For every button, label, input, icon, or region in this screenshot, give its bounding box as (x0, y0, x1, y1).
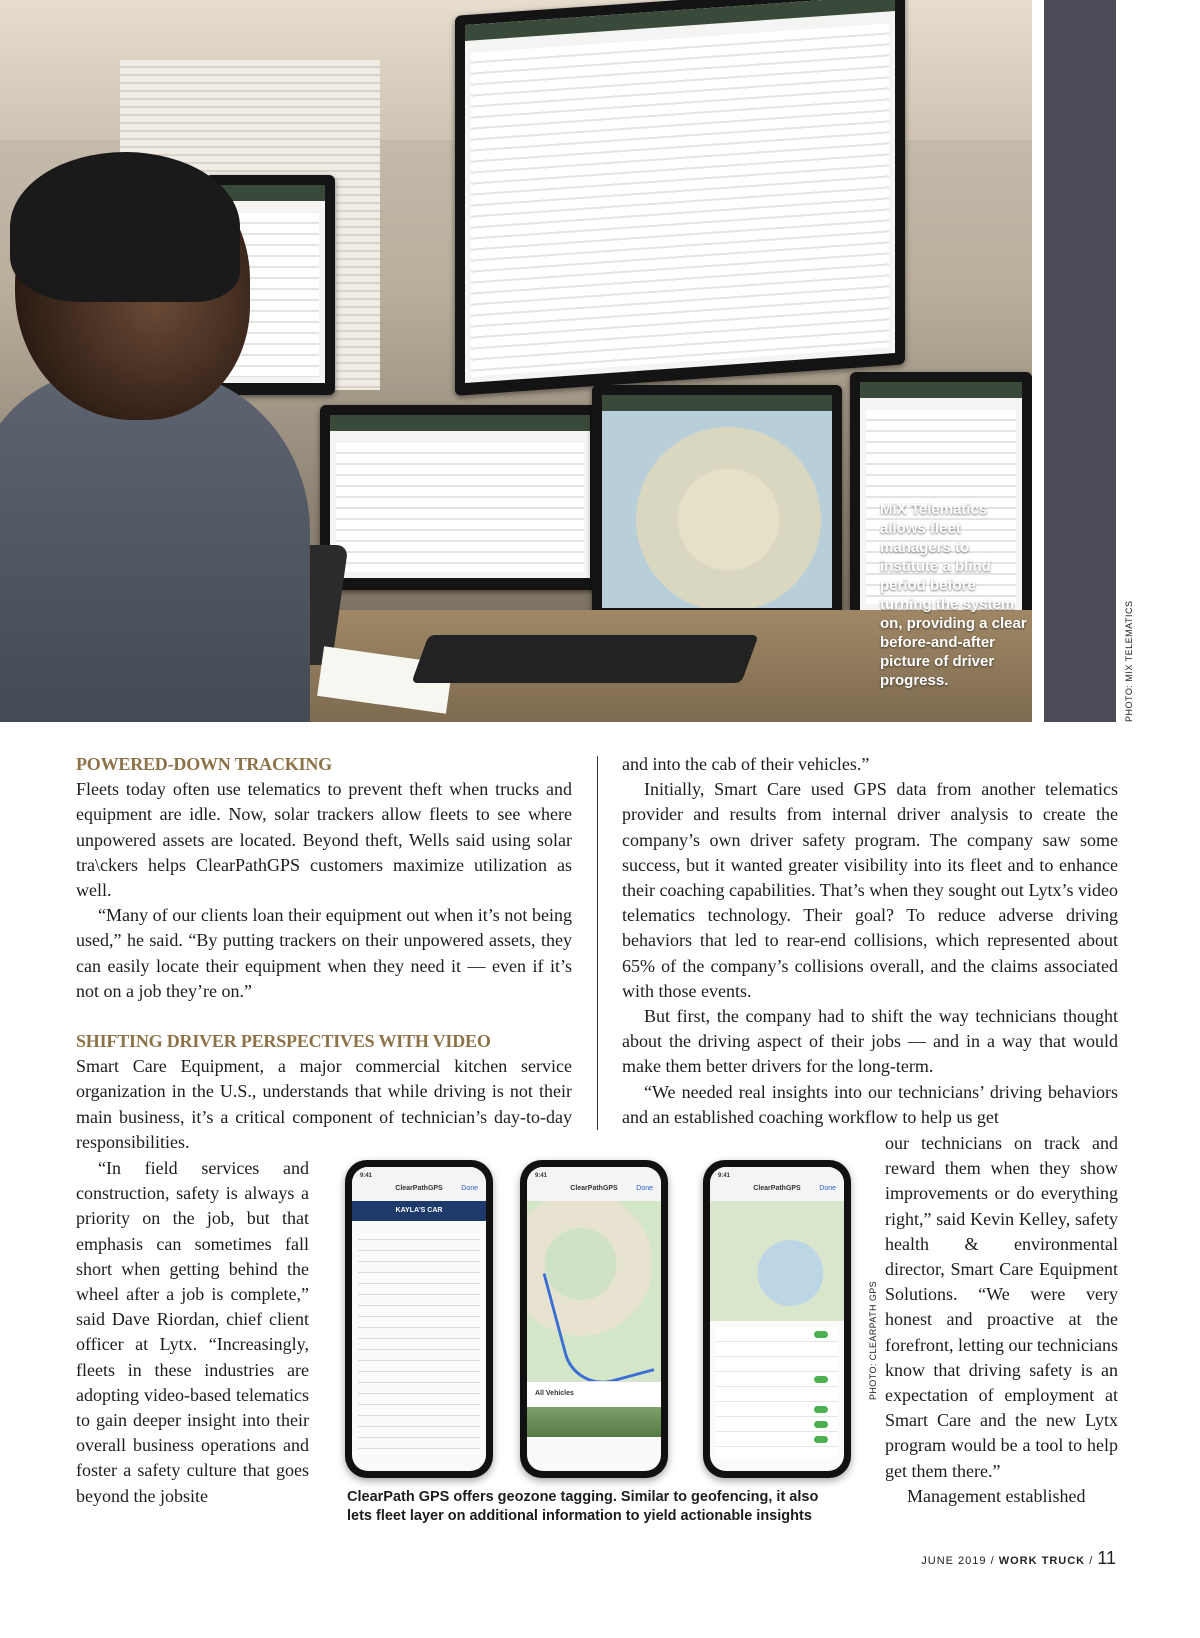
phone-trip-history (345, 1160, 493, 1478)
layer-toggle-list (716, 1327, 838, 1457)
map-view (710, 1201, 844, 1321)
status-time: 9:41 (360, 1173, 373, 1179)
street-view-photo (527, 1407, 661, 1437)
right-column (622, 752, 1118, 1130)
left-column (76, 752, 572, 1155)
toggle-switch (814, 1421, 828, 1428)
paragraph: “We needed real insights into our technicians’ driving behaviors and an established coaching workflow to help us get (622, 1081, 1118, 1127)
app-title: ClearPathGPS (753, 1185, 801, 1192)
hero-photo (0, 0, 1032, 722)
done-button: Done (819, 1185, 836, 1192)
paragraph: and into the cab of their vehicles.” (622, 754, 870, 774)
toggle-switch (814, 1436, 828, 1443)
page-edge-strip (1044, 0, 1116, 722)
figure-caption-line: ClearPath GPS offers geozone tagging. Similar to geofencing, it also (347, 1489, 819, 1505)
map-view (527, 1201, 661, 1381)
figure-credit: PHOTO: CLEARPATH GPS (868, 1280, 878, 1400)
trip-list (358, 1229, 480, 1451)
footer-magazine: WORK TRUCK (998, 1555, 1086, 1567)
paragraph: Smart Care Equipment, a major commercial kitchen service organization in the U.S., understands that while driving is not their main business, it’s a critical component of technician’s day-to-day responsibilities. (76, 1056, 572, 1152)
phone-layer-settings (703, 1160, 851, 1478)
app-title: ClearPathGPS (570, 1185, 618, 1192)
vehicle-list (527, 1381, 661, 1408)
photo-credit: PHOTO: MIX TELEMATICS (1124, 600, 1134, 722)
figure-caption (347, 1488, 867, 1526)
toggle-switch (814, 1331, 828, 1338)
photo-monitor-large (455, 0, 905, 396)
page-footer: JUNE 2019 / WORK TRUCK / 11 (921, 1548, 1116, 1568)
photo-monitor-middle (320, 405, 600, 590)
paragraph: But first, the company had to shift the way technicians thought about the driving aspect of their jobs — and in a way that would make them better drivers for the long-term. (622, 1006, 1118, 1077)
done-button: Done (461, 1185, 478, 1192)
left-narrow-column (76, 1156, 309, 1509)
paragraph: “In field services and construction, safety is always a priority on the job, but that emphasis can sometimes fall short when getting behind the wheel after a job is complete,” said Dave Riordan, chief client officer at Lytx. “Increasingly, fleets in these industries are adopting video-based telematics to gain deeper insight into their overall business operations and foster a safety culture that goes beyond the jobsite (76, 1158, 309, 1506)
page-number: 11 (1097, 1548, 1116, 1568)
vehicle-title-band: KAYLA'S CAR (352, 1201, 486, 1221)
photo-keyboard (411, 635, 758, 683)
paragraph: “Many of our clients loan their equipment out when it’s not being used,” he said. “By putting trackers on their unpowered assets, they can easily locate their equipment when they need it — even if it’s not on a job they’re on.” (76, 905, 572, 1001)
phone-map-view (520, 1160, 668, 1478)
paragraph: our technicians on track and reward them when they show improvements or do everything right,” said Kevin Kelley, safety health & environmental director, Smart Care Equipment Solutions. “We were very honest and proactive at the forefront, letting our technicians know that driving safety is an expectation of employment at Smart Care and the new Lytx program would be a tool to help get them there.” (885, 1133, 1118, 1481)
done-button: Done (636, 1185, 653, 1192)
status-time: 9:41 (535, 1173, 548, 1179)
footer-date: JUNE 2019 (921, 1555, 987, 1567)
toggle-switch (814, 1376, 828, 1383)
route-line (542, 1252, 654, 1392)
photo-person (0, 160, 300, 722)
photo-caption: MiX Telematics allows fleet managers to institute a blind period before turning the system on, providing a clear before-and-after picture of driver progress. (880, 501, 1027, 689)
paragraph: Management established (907, 1485, 1086, 1506)
right-narrow-column (885, 1131, 1118, 1509)
paragraph: Fleets today often use telematics to prevent theft when trucks and equipment are idle. Now, solar trackers allow fleets to see where unpowered assets are located. Beyond theft, Wells said using solar tra\ckers helps ClearPathGPS customers maximize utilization as well. (76, 779, 572, 901)
figure-caption-line: lets fleet layer on additional information to yield actionable insights (347, 1508, 812, 1524)
photo-monitor-map (592, 385, 842, 620)
status-time: 9:41 (718, 1173, 731, 1179)
app-title: ClearPathGPS (395, 1185, 443, 1192)
paragraph: Initially, Smart Care used GPS data from another telematics provider and results from internal driver analysis to create the company’s own driver safety program. The company saw some success, but it wanted greater visibility into its fleet and to enhance their coaching capabilities. That’s when they sought out Lytx’s video telematics technology. Their goal? To reduce adverse driving behaviors that led to rear-end collisions, which represented about 65% of the company’s collisions overall, and the claims associated with those events. (622, 779, 1118, 1001)
phones-figure (345, 1160, 875, 1480)
all-vehicles-label: All Vehicles (535, 1390, 574, 1397)
section-heading-powered-down: POWERED-DOWN TRACKING (76, 754, 332, 774)
section-heading-shifting: SHIFTING DRIVER PERSPECTIVES WITH VIDEO (76, 1031, 491, 1052)
column-divider (597, 756, 598, 1130)
toggle-switch (814, 1406, 828, 1413)
